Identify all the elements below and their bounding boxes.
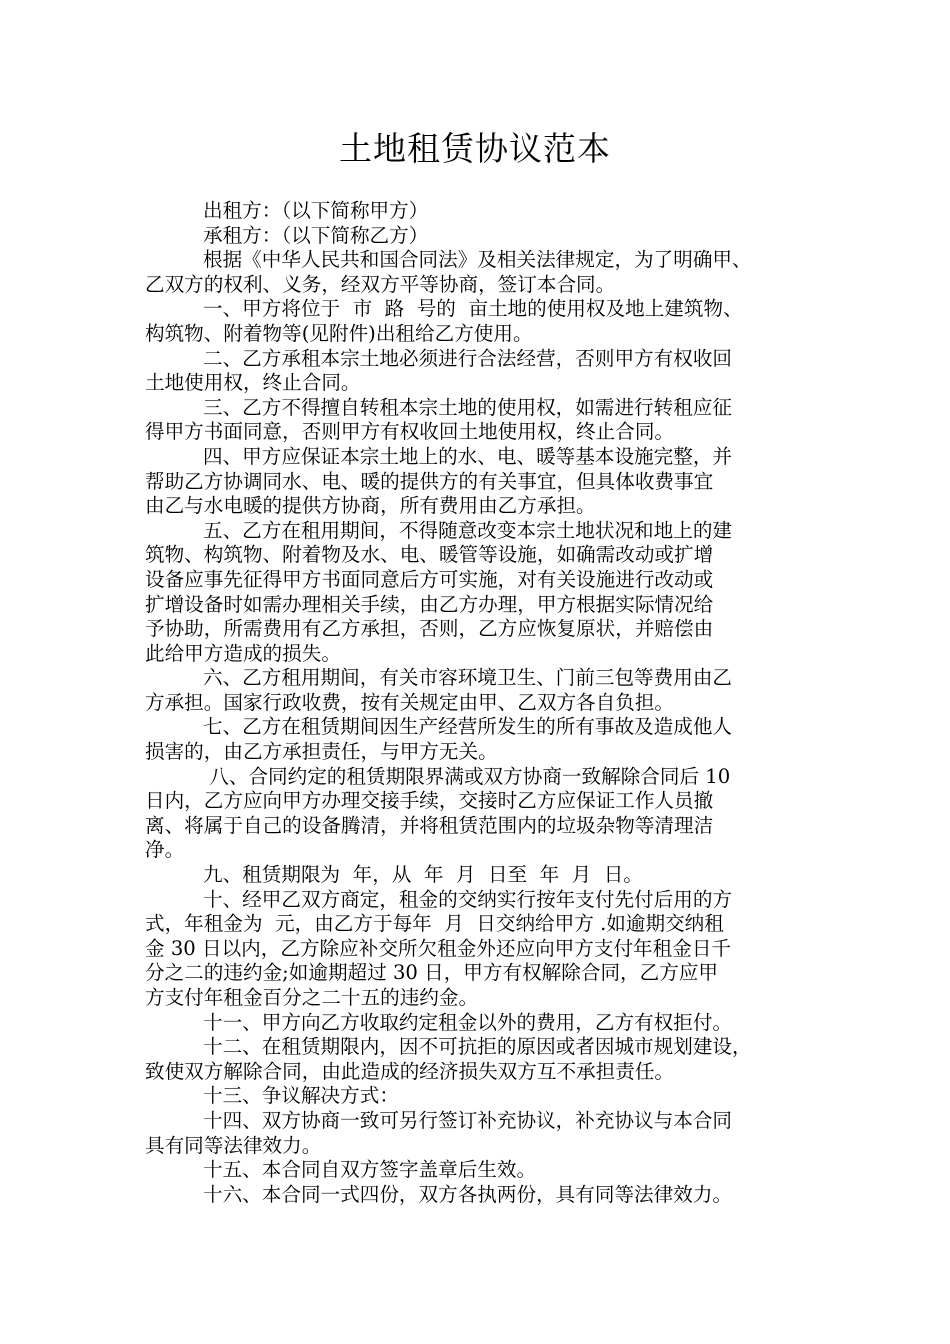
document-line: 予协助，所需费用有乙方承担，否则，乙方应恢复原状，并赔偿由 [145, 617, 714, 641]
document-line: 四、甲方应保证本宗土地上的水、电、暖等基本设施完整，并 [203, 444, 733, 468]
document-line: 十、经甲乙双方商定，租金的交纳实行按年支付先付后用的方 [203, 887, 733, 911]
document-line: 日内，乙方应向甲方办理交接手续，交接时乙方应保证工作人员撤 [145, 789, 714, 813]
document-line: 此给甲方造成的损失。 [145, 641, 341, 665]
document-line: 设备应事先征得甲方书面同意后方可实施，对有关设施进行改动或 [145, 567, 714, 591]
document-line: 构筑物、附着物等(见附件)出租给乙方使用。 [145, 321, 533, 345]
document-line: 土地使用权，终止合同。 [145, 371, 361, 395]
document-line: 方支付年租金百分之二十五的违约金。 [145, 986, 479, 1009]
document-line: 七、乙方在租赁期间因生产经营所发生的所有事故及造成他人 [203, 715, 733, 739]
document-line: 帮助乙方协调同水、电、暖的提供方的有关事宜，但具体收费事宜 [145, 469, 714, 493]
document-line: 由乙与水电暖的提供方协商，所有费用由乙方承担。 [145, 494, 596, 518]
document-title: 土地租赁协议范本 [339, 129, 611, 168]
document-line: 筑物、构筑物、附着物及水、电、暖管等设施，如确需改动或扩增 [145, 543, 714, 567]
document-line: 式，年租金为 元，由乙方于每年 月 日交纳给甲方 .如逾期交纳租 [145, 912, 724, 936]
document-line: 分之二的违约金;如逾期超过 30 日，甲方有权解除合同，乙方应甲 [145, 961, 719, 985]
document-line: 方承担。国家行政收费，按有关规定由甲、乙双方各自负担。 [145, 690, 675, 714]
document-line: 一、甲方将位于 市 路 号的 亩土地的使用权及地上建筑物、 [203, 297, 743, 321]
document-line: 离、将属于自己的设备腾清，并将租赁范围内的垃圾杂物等清理洁 [145, 813, 714, 837]
document-line: 十四、双方协商一致可另行签订补充协议，补充协议与本合同 [203, 1108, 733, 1132]
document-line: 五、乙方在租用期间，不得随意改变本宗土地状况和地上的建 [203, 518, 733, 542]
document-line: 根据《中华人民共和国合同法》及相关法律规定，为了明确甲、 [203, 248, 752, 272]
document-line: 扩增设备时如需办理相关手续，由乙方办理，甲方根据实际情况给 [145, 592, 714, 616]
document-line: 二、乙方承租本宗土地必须进行合法经营，否则甲方有权收回 [203, 346, 733, 370]
document-line: 十五、本合同自双方签字盖章后生效。 [203, 1158, 537, 1182]
document-line: 十二、在租赁期限内，因不可抗拒的原因或者因城市规划建设， [203, 1035, 752, 1059]
document-line: 乙双方的权利、义务，经双方平等协商，签订本合同。 [145, 272, 616, 296]
document-line: 九、租赁期限为 年，从 年 月 日至 年 月 日。 [203, 863, 643, 887]
document-line: 六、乙方租用期间，有关市容环境卫生、门前三包等费用由乙 [203, 666, 733, 690]
document-line: 十一、甲方向乙方收取约定租金以外的费用，乙方有权拒付。 [203, 1010, 733, 1034]
document-line: 致使双方解除合同，由此造成的经济损失双方互不承担责任。 [145, 1059, 675, 1083]
document-line: 承租方：（以下简称乙方） [203, 223, 429, 247]
document-line: 十三、争议解决方式： [203, 1084, 399, 1108]
document-line: 得甲方书面同意，否则甲方有权收回土地使用权，终止合同。 [145, 420, 675, 444]
document-line: 净。 [145, 838, 185, 862]
document-line: 出租方：（以下简称甲方） [203, 199, 429, 222]
document-line: 损害的，由乙方承担责任，与甲方无关。 [145, 740, 498, 764]
document-line: 金 30 日以内，乙方除应补交所欠租金外还应向甲方支付年租金日千 [145, 936, 732, 960]
document-line: 八、合同约定的租赁期限界满或双方协商一致解除合同后 10 [203, 764, 731, 788]
document-line: 十六、本合同一式四份，双方各执两份，具有同等法律效力。 [203, 1182, 733, 1206]
document-line: 具有同等法律效力。 [145, 1133, 322, 1157]
document-body [145, 199, 805, 1207]
document-line: 三、乙方不得擅自转租本宗土地的使用权，如需进行转租应征 [203, 395, 733, 419]
